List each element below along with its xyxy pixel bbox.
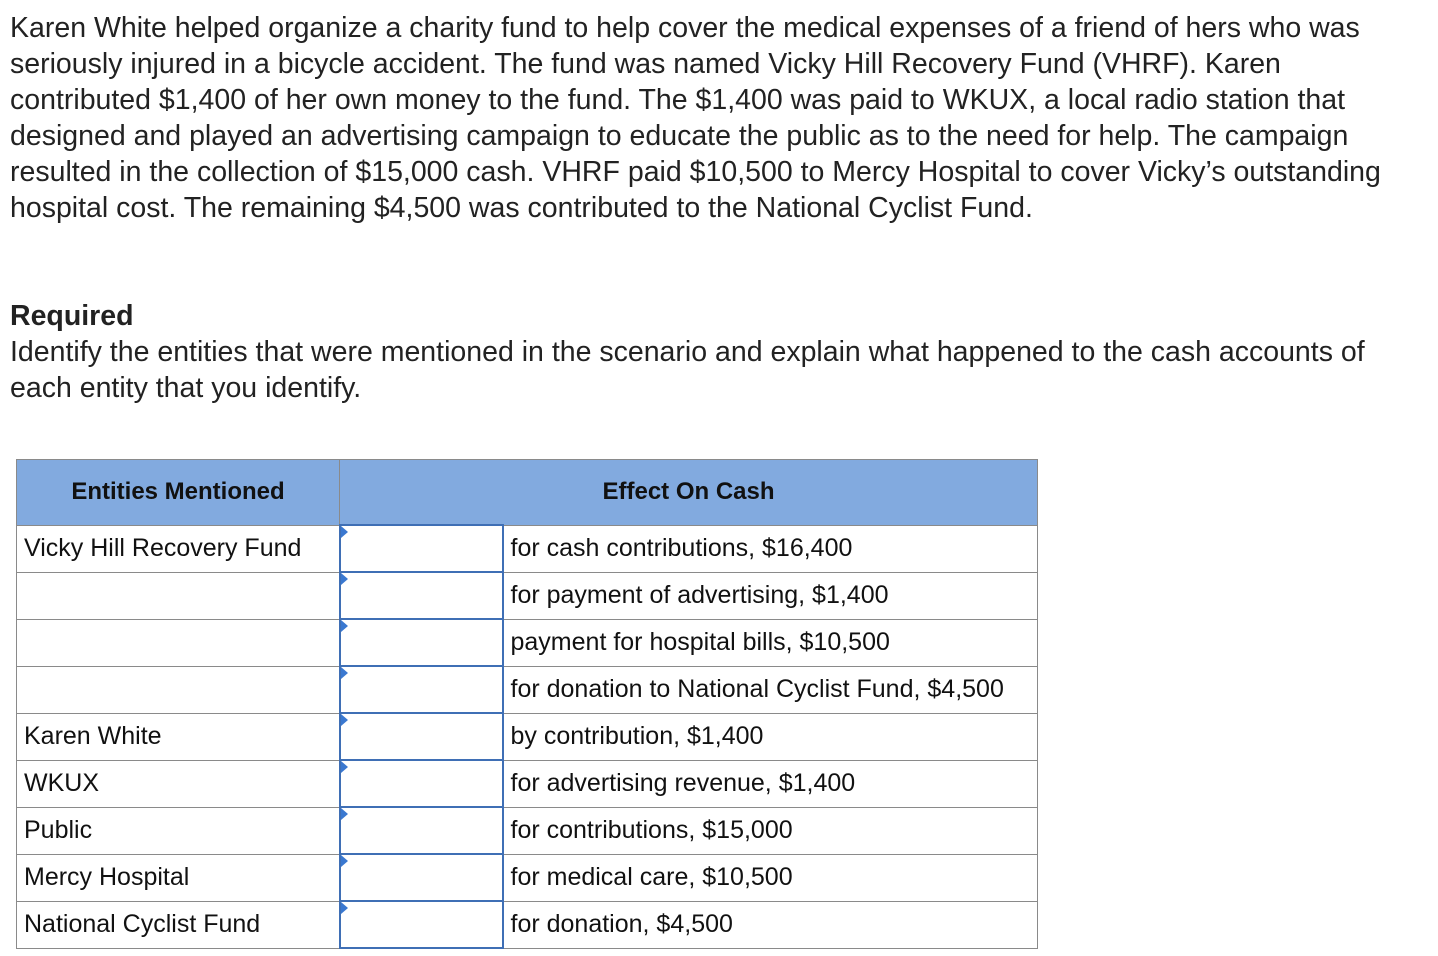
- table-row: [17, 525, 1038, 572]
- entity-cell: Public: [17, 807, 340, 854]
- entity-cell: WKUX: [17, 760, 340, 807]
- table-row: [17, 807, 1038, 854]
- effect-description: for donation to National Cyclist Fund, $4,500: [503, 666, 1038, 713]
- table-row: [17, 572, 1038, 619]
- effect-dropdown[interactable]: [340, 713, 503, 760]
- dropdown-marker-icon: [341, 526, 348, 538]
- effect-description: for contributions, $15,000: [503, 807, 1038, 854]
- table-row: [17, 666, 1038, 713]
- table-row: [17, 854, 1038, 901]
- entity-cell: [17, 619, 340, 666]
- scenario-paragraph: Karen White helped organize a charity fund to help cover the medical expenses of a friend of hers who was seriously injured in a bicycle accident. The fund was named Vicky Hill Recovery Fund (VHRF). Karen contributed $1,400 of her own money to the fund. The $1,400 was paid to WKUX, a local radio station that designed and played an advertising campaign to educate the public as to the need for help. The campaign resulted in the collection of $15,000 cash. VHRF paid $10,500 to Mercy Hospital to cover Vicky’s outstanding hospital cost. The remaining $4,500 was contributed to the National Cyclist Fund.: [10, 12, 1381, 224]
- dropdown-marker-icon: [341, 855, 348, 867]
- effect-description: for advertising revenue, $1,400: [503, 760, 1038, 807]
- effect-dropdown[interactable]: [340, 666, 503, 713]
- table-row: [17, 619, 1038, 666]
- entities-mentioned-header: Entities Mentioned: [17, 460, 340, 526]
- effect-dropdown[interactable]: [340, 760, 503, 807]
- table-header-row: [17, 460, 1038, 526]
- entity-cell: [17, 666, 340, 713]
- entity-cell: Mercy Hospital: [17, 854, 340, 901]
- dropdown-marker-icon: [341, 573, 348, 585]
- effect-on-cash-header: Effect On Cash: [340, 460, 1038, 526]
- required-instructions: Identify the entities that were mentioned in the scenario and explain what happened to the cash accounts of each entity that you identify.: [10, 336, 1365, 404]
- entities-table: [16, 459, 1038, 949]
- effect-description: for payment of advertising, $1,400: [503, 572, 1038, 619]
- table-row: [17, 713, 1038, 760]
- dropdown-marker-icon: [341, 667, 348, 679]
- effect-dropdown[interactable]: [340, 619, 503, 666]
- entity-cell: National Cyclist Fund: [17, 901, 340, 948]
- table-row: [17, 901, 1038, 948]
- effect-dropdown[interactable]: [340, 901, 503, 948]
- effect-description: payment for hospital bills, $10,500: [503, 619, 1038, 666]
- dropdown-marker-icon: [341, 902, 348, 914]
- effect-dropdown[interactable]: [340, 572, 503, 619]
- required-heading: Required: [10, 300, 134, 332]
- effect-description: for cash contributions, $16,400: [503, 525, 1038, 572]
- dropdown-marker-icon: [341, 808, 348, 820]
- effect-description: for medical care, $10,500: [503, 854, 1038, 901]
- effect-description: by contribution, $1,400: [503, 713, 1038, 760]
- effect-dropdown[interactable]: [340, 525, 503, 572]
- effect-dropdown[interactable]: [340, 854, 503, 901]
- effect-description: for donation, $4,500: [503, 901, 1038, 948]
- entity-cell: [17, 572, 340, 619]
- effect-dropdown[interactable]: [340, 807, 503, 854]
- dropdown-marker-icon: [341, 714, 348, 726]
- dropdown-marker-icon: [341, 761, 348, 773]
- entity-cell: Vicky Hill Recovery Fund: [17, 525, 340, 572]
- entity-cell: Karen White: [17, 713, 340, 760]
- table-row: [17, 760, 1038, 807]
- dropdown-marker-icon: [341, 620, 348, 632]
